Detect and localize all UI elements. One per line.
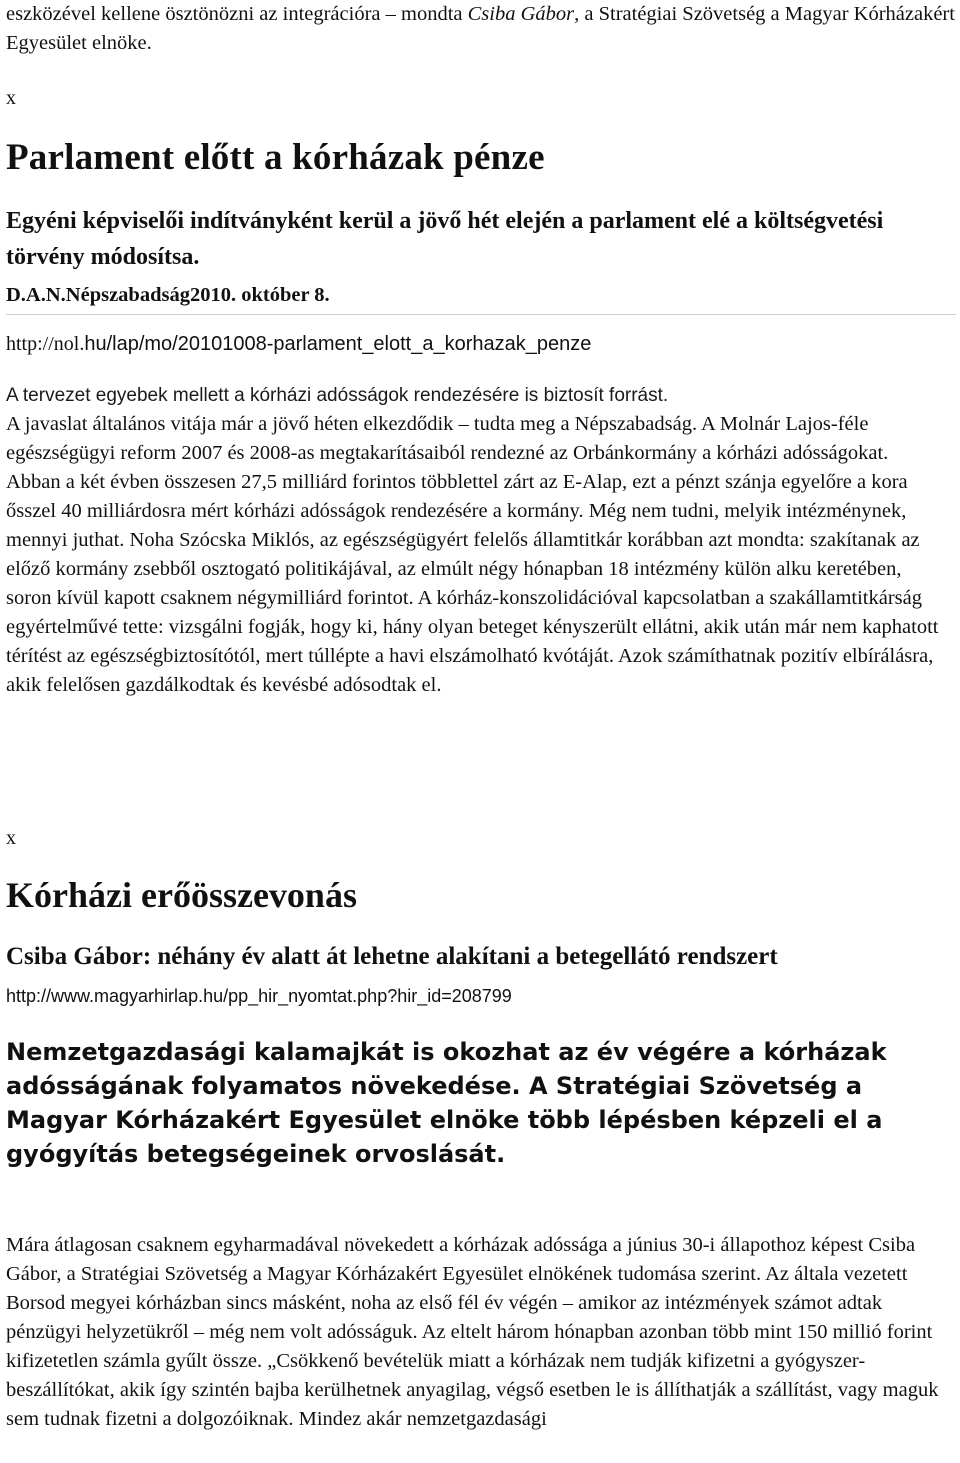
article-body-text: A javaslat általános vitája már a jövő héten elkezdődik – tudta meg a Népszabadság. A Molnár Lajos-féle egészségügyi reform 2007 és 2008-as megtakarításaiból rendezné az Orbánkormány a kórházi adósságokat. Abban a két évben összesen 27,5 milliárd forintos többlettel zárt az E-Alap, ezt a pénzt szánja egyelőre a kora ősszel 40 milliárdosra mért kórházi adósságok rendezésére a kormány. Még nem tudni, melyik intézménynek, mennyi juthat. Noha Szócska Miklós, az egészségügyért felelős államtitkár korábban azt mondta: szakítanak az előző kormány zsebből osztogató politikájával, az elmúlt négy hónapban 18 intézmény külön alku keretében, soron kívül kapott csaknem négymilliárd forintot. A kórház-konszolidációval kapcsolatban a szakállamtitkárság egyértelművé tette: vizsgálni fogják, hogy ki, hány olyan beteget kényszerült ellátni, akik után már nem kaphatott térítést az egészségbiztosítótól, mert túllépte a havi elszámolható kvótáját. Azok számíthatnak pozitív elbírálásra, akik felelősen gazdálkodtak és kevésbé adósodtak el. (6, 413, 939, 696)
article2-body: Mára átlagosan csaknem egyharmadával növekedett a kórházak adóssága a június 30-i állapothoz képest Csiba Gábor, a Stratégiai Szövetség a Magyar Kórházakért Egyesület elnökének tudomása szerint. Az általa vezetett Borsod megyei kórházban sincs másként, noha az első fél év végén – amikor az intézmények számot adtak pénzügyi helyzetükről – még nem volt adósságuk. Az eltelt három hónapban azonban több mint 150 millió forint kifizetetlen számla gyűlt össze. „Csökkenő bevételük miatt a kórházak nem tudják kifizetni a gyógyszer-beszállítókat, akik így szintén bajba kerülhetnek anyagilag, végső esetben le is állíthatják a szállítást, vagy maguk sem tudnak fizetni a dolgozóiknak. Mindez akár nemzetgazdasági (6, 1234, 939, 1430)
byline-date: 2010. október 8. (189, 284, 330, 306)
article2-lead: Nemzetgazdasági kalamajkát is okozhat az év végére a kórházak adósságának folyamatos növekedése. A Stratégiai Szövetség a Magyar Kórházakért Egyesület elnöke több lépésben képzeli el a gyógyítás betegségeinek orvoslását. (6, 1038, 887, 1168)
intro-paragraph: eszközével kellene ösztönözni az integrációra – mondta Csiba Gábor, a Stratégiai Szövetség a Magyar Kórházakért Egyesület elnöke. (6, 3, 955, 54)
article-summary: A tervezet egyebek mellett a kórházi adósságok rendezésére is biztosít forrást. (6, 385, 669, 406)
byline-source: Népszabadság (65, 284, 190, 306)
article-lead: Egyéni képviselői indítványként kerül a jövő hét elején a parlament elé a költségvetési törvény módosítsa. (6, 208, 884, 270)
byline-author: D.A.N. (6, 284, 66, 306)
section-marker: x (6, 87, 16, 109)
section-marker-2: x (6, 827, 16, 849)
article-title: Parlament előtt a kórházak pénze (6, 137, 545, 178)
source-url: http://nol.hu/lap/mo/20101008-parlament_elott_a_korhazak_penze (6, 333, 592, 355)
article2-title: Kórházi erőösszevonás (6, 875, 357, 915)
article2-subtitle: Csiba Gábor: néhány év alatt át lehetne alakítani a betegellátó rendszert (6, 943, 778, 970)
person-name: Csiba Gábor (467, 3, 575, 25)
article2-url: http://www.magyarhirlap.hu/pp_hir_nyomtat.php?hir_id=208799 (6, 986, 512, 1006)
byline (6, 281, 956, 315)
